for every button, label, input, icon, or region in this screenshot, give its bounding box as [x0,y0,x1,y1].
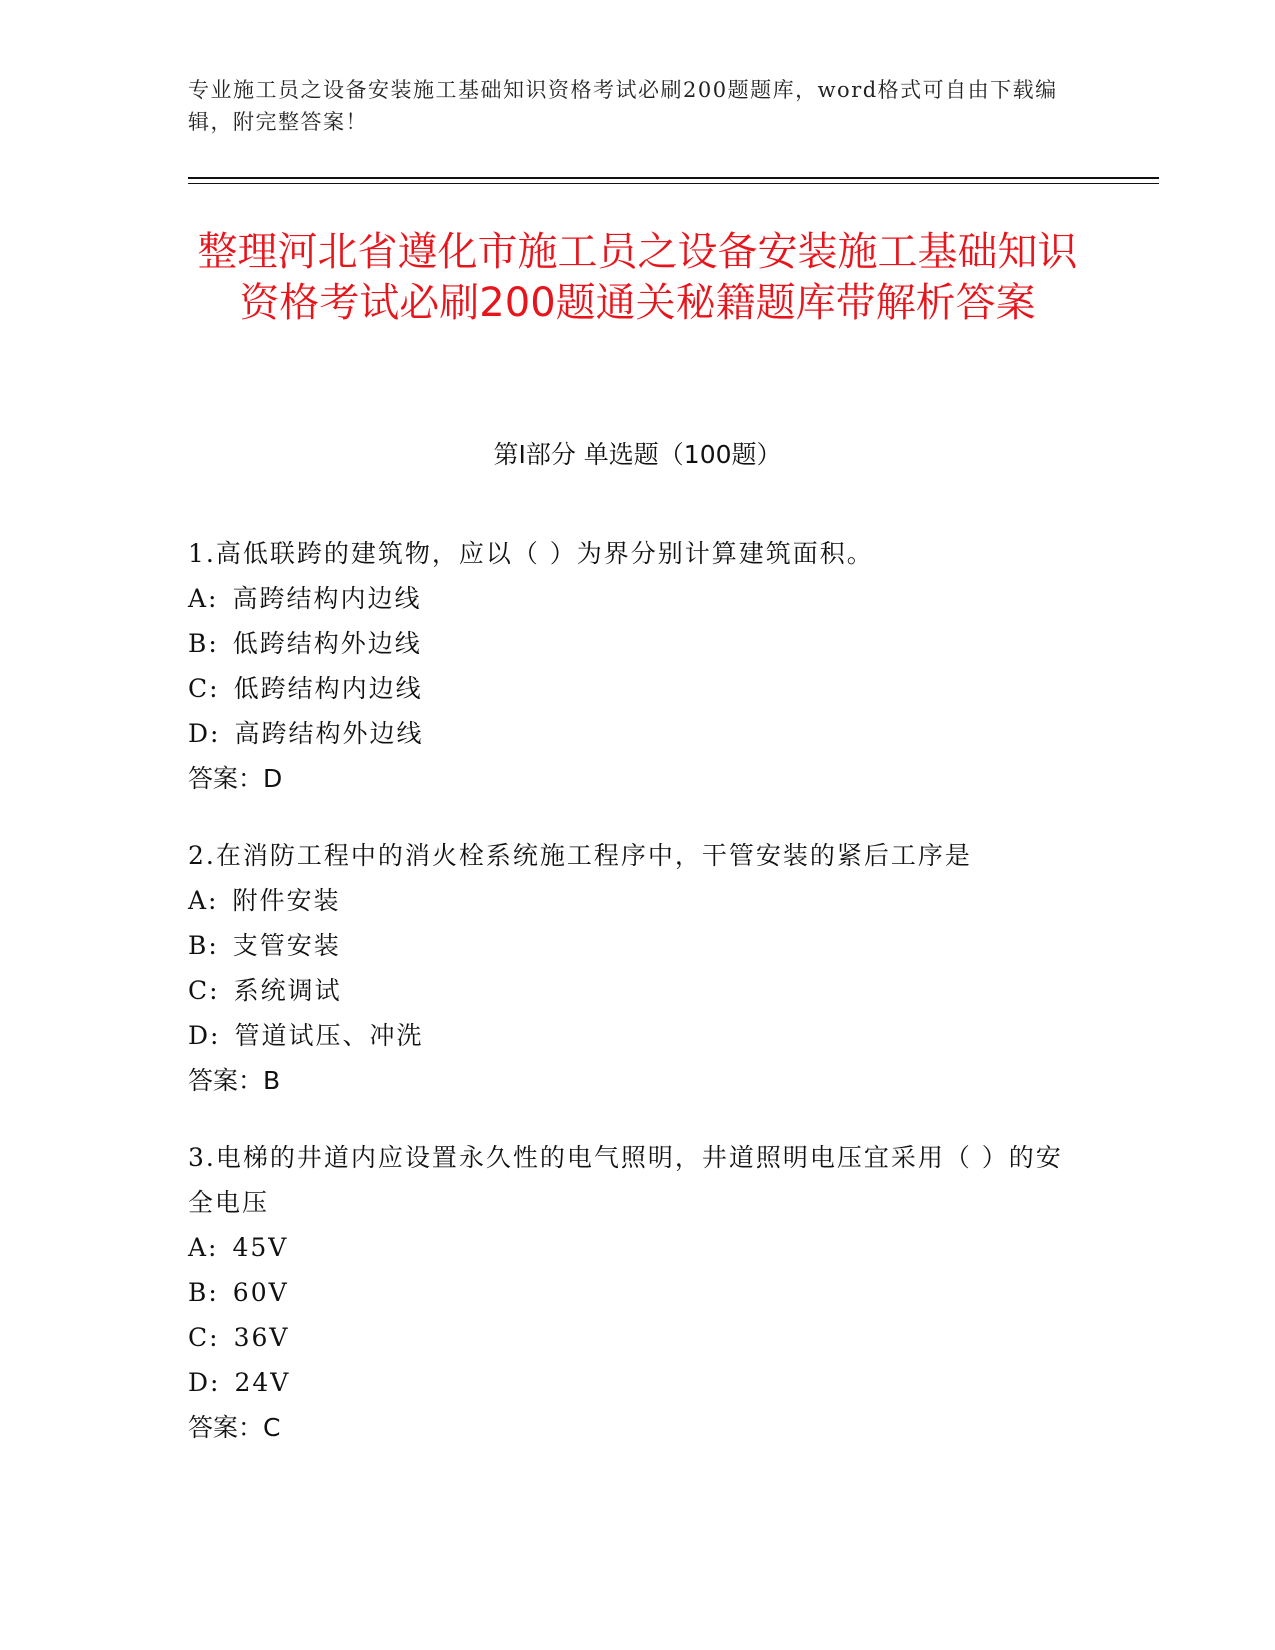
header-note: 专业施工员之设备安装施工基础知识资格考试必刷200题题库，word格式可自由下载编辑，附完整答案！ [188,78,1058,134]
option-a [188,1225,1088,1270]
question-stem: 3.电梯的井道内应设置永久性的电气照明，井道照明电压宜采用（ ）的安全电压 [188,1143,1063,1217]
option-text: 低跨结构外边线 [232,629,422,658]
option-a [188,878,1088,923]
option-b [188,621,1088,666]
option-letter: D: [188,1368,221,1397]
option-letter: B: [188,1278,219,1307]
option-text: 支管安装 [232,931,341,960]
option-d [188,1360,1088,1405]
answer-line: 答案：B [188,1066,281,1095]
option-text: 管道试压、冲洗 [234,1021,424,1050]
option-letter: B: [188,629,219,658]
option-letter: B: [188,931,219,960]
option-text: 高跨结构内边线 [232,584,422,613]
question-3 [188,1135,1088,1450]
question-stem: 1.高低联跨的建筑物，应以（ ）为界分别计算建筑面积。 [188,539,874,568]
question-1 [188,531,1088,801]
header-divider-thick [188,177,1159,179]
answer-line: 答案：D [188,764,283,793]
option-letter: C: [188,1323,220,1352]
option-text: 附件安装 [232,886,341,915]
answer-line: 答案：C [188,1413,281,1442]
option-text: 系统调试 [233,976,342,1005]
option-letter: A: [188,1233,219,1262]
option-text: 高跨结构外边线 [234,719,424,748]
document-title: 整理河北省遵化市施工员之设备安装施工基础知识资格考试必刷200题通关秘籍题库带解析答案 [197,229,1078,326]
option-c [188,1315,1088,1360]
option-d [188,711,1088,756]
option-b [188,1270,1088,1315]
option-text: 60V [232,1278,289,1307]
question-2 [188,833,1088,1103]
option-c [188,666,1088,711]
option-text: 45V [232,1233,289,1262]
option-letter: D: [188,719,221,748]
option-b [188,923,1088,968]
header-divider-thin [188,183,1159,184]
option-text: 24V [234,1368,291,1397]
question-list [188,531,1088,1482]
section-heading: 第I部分 单选题（100题） [493,440,782,469]
option-letter: C: [188,976,220,1005]
option-letter: A: [188,886,219,915]
option-text: 低跨结构内边线 [233,674,423,703]
option-d [188,1013,1088,1058]
option-letter: D: [188,1021,221,1050]
option-text: 36V [233,1323,290,1352]
option-c [188,968,1088,1013]
option-letter: A: [188,584,219,613]
question-stem: 2.在消防工程中的消火栓系统施工程序中，干管安装的紧后工序是 [188,841,972,870]
option-a [188,576,1088,621]
option-letter: C: [188,674,220,703]
